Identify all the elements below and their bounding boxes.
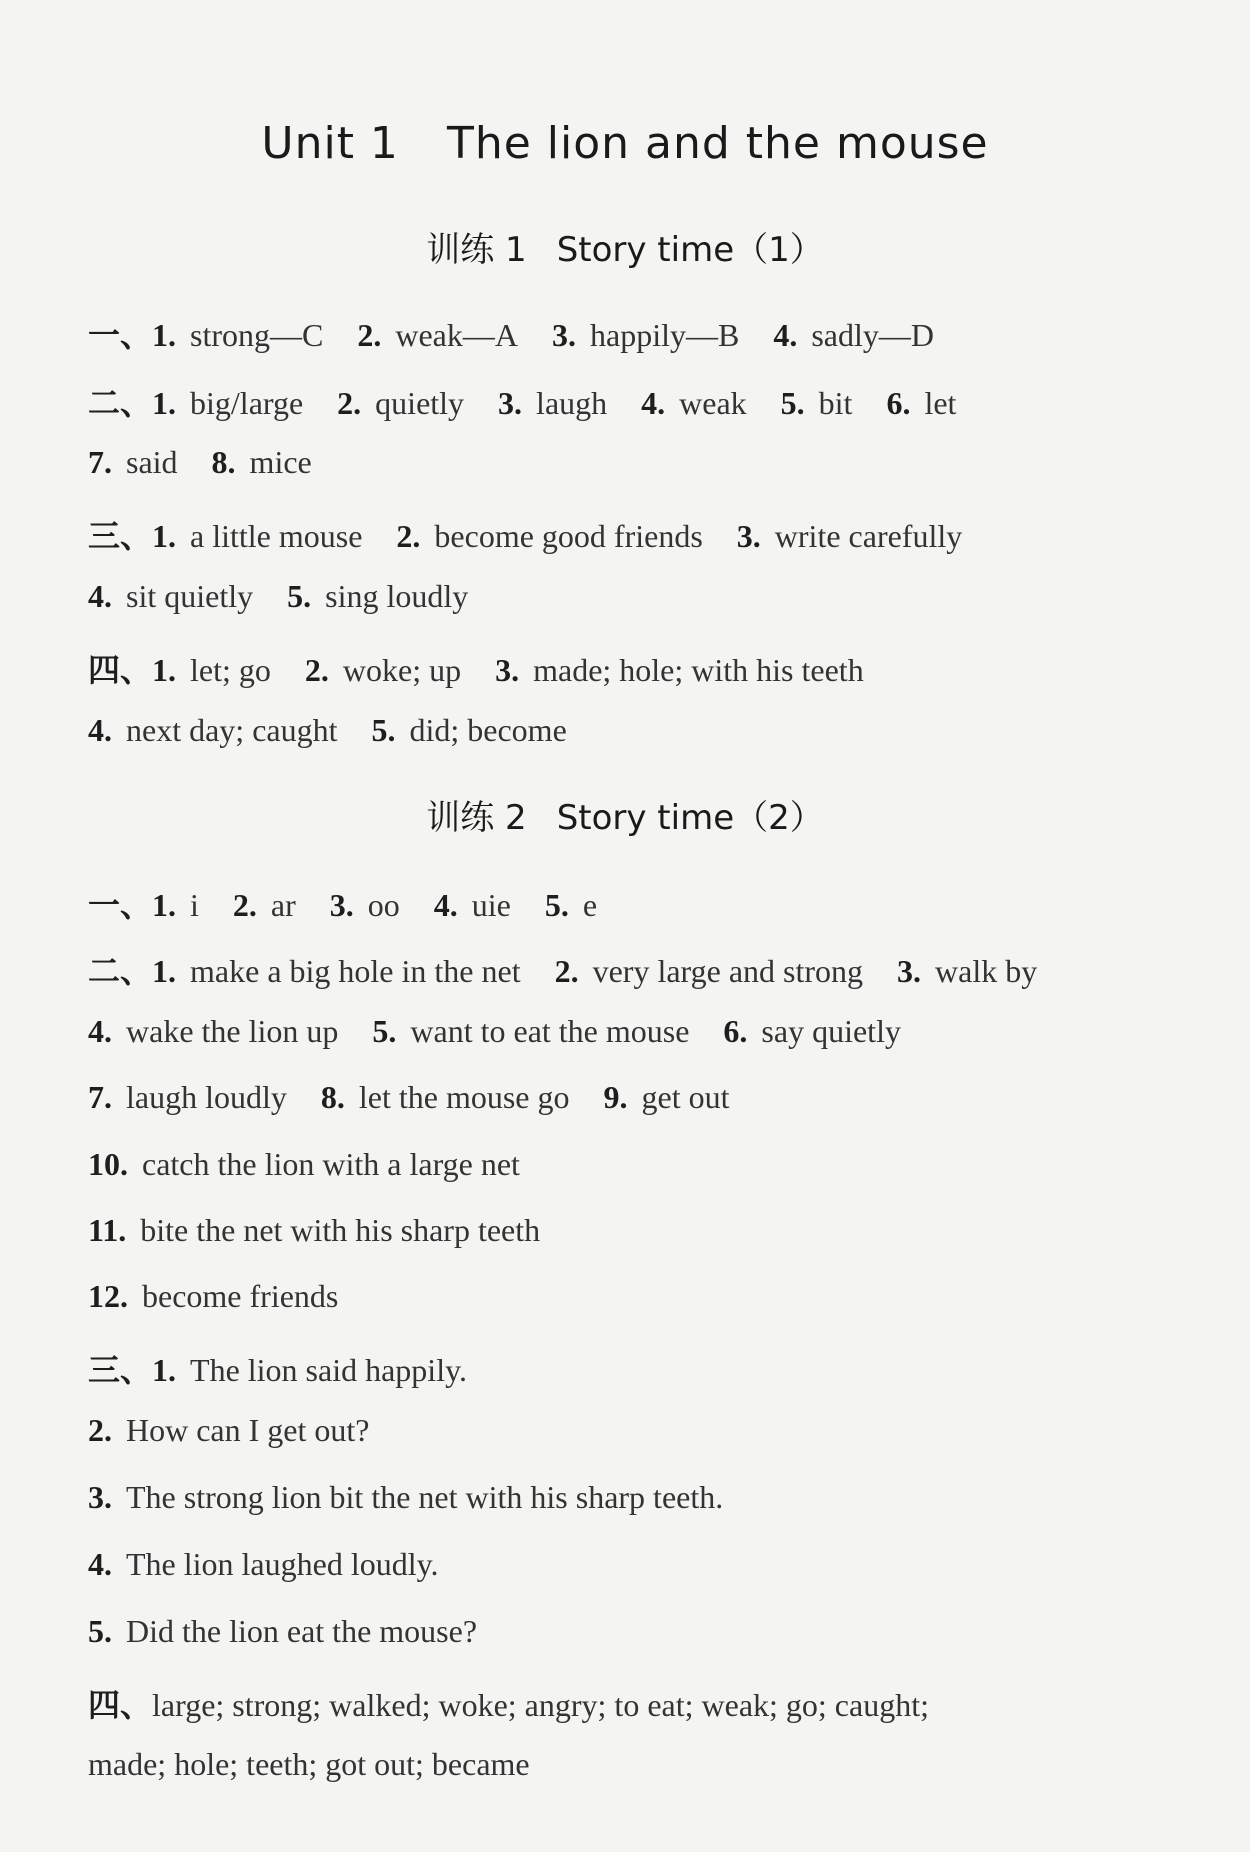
answer-line: 3. The strong lion bit the net with his sharp teeth. (88, 1479, 724, 1515)
answer-line: 4. The lion laughed loudly. (88, 1546, 439, 1582)
section-heading-2: 训练 2 Story time（2） (426, 798, 824, 838)
answer-line: 三、1. a little mouse 2. become good friends 3. write carefully (88, 518, 963, 554)
unit-name: The lion and the mouse (446, 118, 989, 169)
answer-line: 12. become friends (88, 1278, 339, 1314)
answer-line: 二、1. make a big hole in the net 2. very large and strong 3. walk by (88, 953, 1038, 989)
answer-line: 二、1. big/large 2. quietly 3. laugh 4. weak 5. bit 6. let (88, 385, 957, 421)
answer-line: 2. How can I get out? (88, 1412, 370, 1448)
section-heading-1: 训练 1 Story time（1） (426, 230, 824, 270)
answer-line: 三、1. The lion said happily. (88, 1352, 467, 1388)
answer-line: 4. next day; caught 5. did; become (88, 712, 567, 748)
answer-line: 11. bite the net with his sharp teeth (88, 1212, 541, 1248)
answer-line: made; hole; teeth; got out; became (88, 1746, 530, 1782)
answer-line: 一、1. i 2. ar 3. oo 4. uie 5. e (88, 887, 598, 923)
answer-line: 四、large; strong; walked; woke; angry; to eat; weak; go; caught; (88, 1687, 929, 1723)
answer-line: 10. catch the lion with a large net (88, 1146, 520, 1182)
answer-line: 7. said 8. mice (88, 444, 312, 480)
unit-label: Unit 1 (261, 118, 399, 169)
answer-line: 一、1. strong—C 2. weak—A 3. happily—B 4. sadly—D (88, 317, 934, 353)
answer-line: 7. laugh loudly 8. let the mouse go 9. get out (88, 1079, 730, 1115)
page-title (0, 118, 1250, 169)
answer-line: 四、1. let; go 2. woke; up 3. made; hole; with his teeth (88, 652, 864, 688)
answer-line: 4. sit quietly 5. sing loudly (88, 578, 469, 614)
answer-line: 5. Did the lion eat the mouse? (88, 1613, 478, 1649)
answer-line: 4. wake the lion up 5. want to eat the mouse 6. say quietly (88, 1013, 901, 1049)
